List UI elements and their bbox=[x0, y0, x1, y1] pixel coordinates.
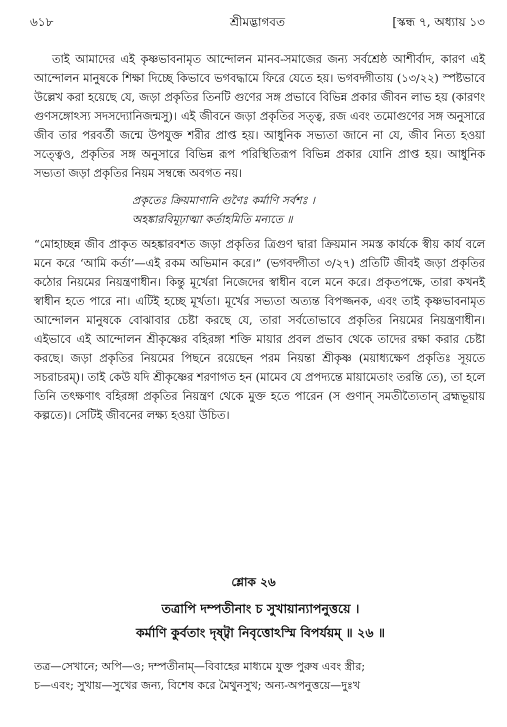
sloka-line-1: তত্রাপি দম্পতীনাং চ সুখায়ান্যাপনুত্তয়ে । bbox=[161, 601, 360, 616]
synonyms-line-2: চ—এবং; সুখায়—সুখের জন্য, বিশেষ করে মৈথুনসুখ; অন্য-অপনুত্তয়ে—দুঃখ bbox=[34, 679, 361, 692]
sloka-line-2: কর্মাণি কুর্বতাং দৃষ্ট্বা নিবৃত্তোঽস্মি বিপর্যয়ম্ ॥ ২৬ ॥ bbox=[135, 625, 386, 640]
synonyms bbox=[34, 657, 485, 695]
sloka-text bbox=[40, 597, 481, 645]
purport-text bbox=[34, 50, 485, 425]
synonyms-line-1: তত্র—সেখানে; অপি—ও; দম্পতীনাম্—বিবাহের মাধ্যমে যুক্ত পুরুষ এবং স্ত্রীর; bbox=[34, 660, 366, 673]
quoted-verse-line-2: অহঙ্কারবিমূঢ়াত্মা কর্তাহমিতি মন্যতে ॥ bbox=[132, 213, 293, 226]
sloka-heading: শ্লোক ২৬ bbox=[231, 575, 276, 589]
quoted-verse bbox=[132, 191, 485, 229]
page-header bbox=[30, 14, 485, 34]
purport-paragraph-2: “মোহাচ্ছন্ন জীব প্রাকৃত অহঙ্কারবশত জড়া প্রকৃতির ত্রিগুণ দ্বারা ক্রিয়মান সমস্ত কার্যকে স্বীয় কার্য বলে মনে করে ‘আমি কর্তা’—এই রকম অভিমান করে।” (ভগবদ্গীতা ৩/২৭) প্রতিটি জীবই জড়া প্রকৃতির কঠোর নিয়মের নিয়ন্ত্রণাধীন। কিন্তু মূর্খেরা নিজেদের স্বাধীন বলে মনে করে। প্রকৃতপক্ষে, তারা কখনই স্বাধীন হতে পারে না। এটিই হচ্ছে মূর্খতা। মূর্খের সভ্যতা অত্যন্ত বিপজ্জনক, এবং তাই কৃষ্ণভাবনামৃত আন্দোলন মানুষকে বোঝাবার চেষ্টা করছে যে, তারা সর্বতোভাবে প্রকৃতির নিয়মের নিয়ন্ত্রণাধীন। এইভাবে এই আন্দোলন শ্রীকৃষ্ণের বহিরঙ্গা শক্তি মায়ার প্রবল প্রভাব থেকে তাদের রক্ষা করার চেষ্টা করছে। জড়া প্রকৃতির নিয়মের পিছনে রয়েছেন পরম নিয়ন্তা শ্রীকৃষ্ণ (ময়াধ্যক্ষেণ প্রকৃতিঃ সূয়তে সচরাচরম্)। তাই কেউ যদি শ্রীকৃষ্ণের শরণাগত হন (মামেব যে প্রপদ্যন্তে মায়ামেতাং তরন্তি তে), তা হলে তিনি তৎক্ষণাৎ বহিরঙ্গা প্রকৃতির নিয়ন্ত্রণ থেকে মুক্ত হতে পারেন (স গুণান্ সমতীত্যৈতান্ ব্রহ্মভূয়ায় কল্পতে)। সেটিই জীবনের লক্ষ্য হওয়া উচিত। bbox=[34, 238, 485, 422]
page-number: ৬১৮ bbox=[30, 15, 54, 29]
book-title: শ্রীমদ্ভাগবত bbox=[229, 15, 285, 29]
purport-paragraph-1: তাই আমাদের এই কৃষ্ণভাবনামৃত আন্দোলন মানব-সমাজের জন্য সর্বশ্রেষ্ঠ আশীর্বাদ, কারণ এই আন্দোলন মানুষকে শিক্ষা দিচ্ছে কিভাবে ভগবদ্ধামে ফিরে যেতে হয়। ভগবদ্গীতায় (১৩/২২) স্পষ্টভাবে উল্লেখ করা হয়েছে যে, জড়া প্রকৃতির তিনটি গুণের সঙ্গ প্রভাবে বিভিন্ন প্রকার জীবন লাভ হয় (কারণং গুণসঙ্গোঽস্য সদসদ্যোনিজন্মসু)। এই জীবনে জড়া প্রকৃতির সত্ত্ব, রজ এবং তমোগুণের সঙ্গ অনুসারে জীব তার পরবর্তী জন্মে উপযুক্ত শরীর প্রাপ্ত হয়। আধুনিক সভ্যতা জানে না যে, জীব নিত্য হওয়া সত্ত্বেও, প্রকৃতির সঙ্গ অনুসারে বিভিন্ন রূপ পরিস্থিতিরূপ বিভিন্ন প্রকার যোনি প্রাপ্ত হয়। আধুনিক সভ্যতা জড়া প্রকৃতির নিয়ম সম্বন্ধে অবগত নয়। bbox=[34, 53, 485, 180]
quoted-verse-line-1: প্রকৃতেঃ ক্রিয়মাণানি গুণৈঃ কর্মাণি সর্বশঃ । bbox=[132, 194, 315, 207]
section-reference: [স্কন্ধ ৭, অধ্যায় ১৩ bbox=[392, 15, 485, 29]
